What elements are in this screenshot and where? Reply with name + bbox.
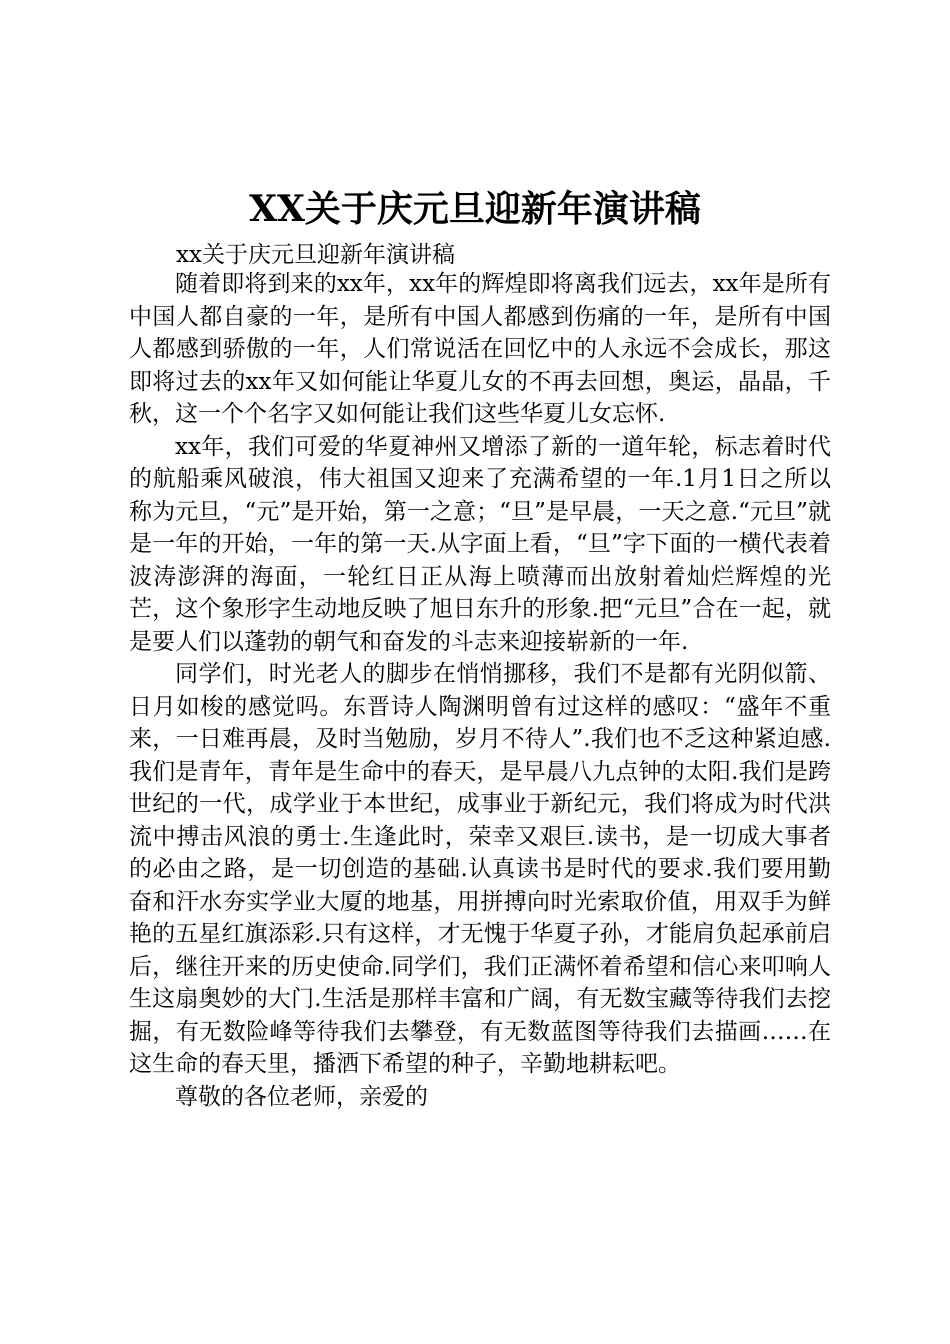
paragraph-3: 同学们，时光老人的脚步在悄悄挪移，我们不是都有光阴似箭、日月如梭的感觉吗。东晋诗人陶渊明曾有过这样的感叹：“盛年不重来，一日难再晨，及时当勉励，岁月不待人”.我们也不乏这种紧迫感.我们是青年，青年是生命中的春天，是早晨八九点钟的太阳.我们是跨世纪的一代，成学业于本世纪，成事业于新纪元，我们将成为时代洪流中搏击风浪的勇士.生逢此时，荣幸又艰巨.读书，是一切成大事者的必由之路，是一切创造的基础.认真读书是时代的要求.我们要用勤奋和汗水夯实学业大厦的地基，用拼搏向时光索取价值，用双手为鲜艳的五星红旗添彩.只有这样，才无愧于华夏子孙，才能肩负起承前启后，继往开来的历史使命.同学们，我们正满怀着希望和信心来叩响人生这扇奥妙的大门.生活是那样丰富和广阔，有无数宝藏等待我们去挖掘，有无数险峰等待我们去攀登，有无数蓝图等待我们去描画……在这生命的春天里，播洒下希望的种子，辛勤地耕耘吧。 (129, 661, 831, 1077)
paragraph-1: 随着即将到来的xx年，xx年的辉煌即将离我们远去，xx年是所有中国人都自豪的一年，是所有中国人都感到伤痛的一年，是所有中国人都感到骄傲的一年，人们常说活在回忆中的人永远不会成长，那这即将过去的xx年又如何能让华夏儿女的不再去回想，奥运，晶晶，千秋，这一个个名字又如何能让我们这些华夏儿女忘怀. (129, 271, 831, 427)
paragraph-2: xx年，我们可爱的华夏神州又增添了新的一道年轮，标志着时代的航船乘风破浪，伟大祖国又迎来了充满希望的一年.1月1日之所以称为元旦，“元”是开始，第一之意；“旦”是早晨，一天之意.“元旦”就是一年的开始，一年的第一天.从字面上看，“旦”字下面的一横代表着波涛澎湃的海面，一轮红日正从海上喷薄而出放射着灿烂辉煌的光芒，这个象形字生动地反映了旭日东升的形象.把“元旦”合在一起，就是要人们以蓬勃的朝气和奋发的斗志来迎接崭新的一年. (129, 433, 831, 655)
document-title: XX关于庆元旦迎新年演讲稿 (249, 188, 701, 230)
paragraph-4: 尊敬的各位老师，亲爱的 (175, 1083, 428, 1110)
document-body (129, 268, 831, 1113)
document-subtitle: xx关于庆元旦迎新年演讲稿 (176, 242, 455, 268)
